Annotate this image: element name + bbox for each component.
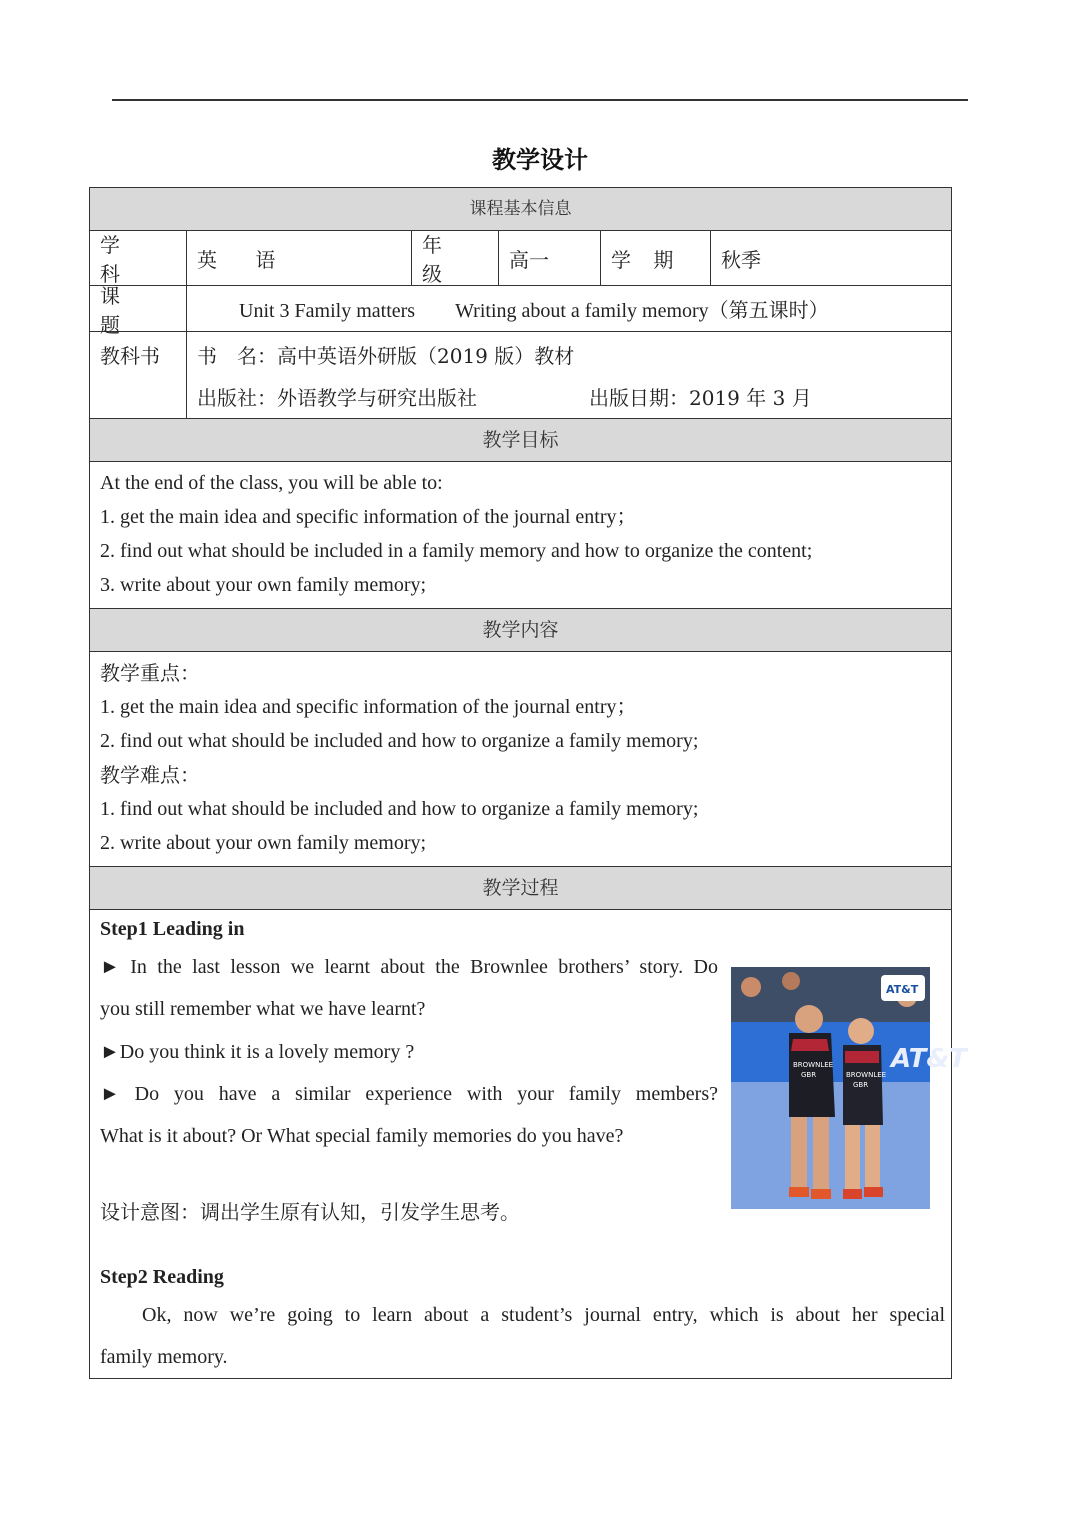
subject-label: 学 科 — [100, 233, 136, 286]
step1-line: ► Do you have a similar experience with your family members? — [100, 1083, 718, 1105]
section-header-process: 教学过程 — [90, 867, 951, 910]
term-value: 秋季 — [710, 231, 951, 285]
textbook-details — [186, 332, 951, 418]
document-title: 教学设计 — [492, 146, 588, 174]
textbook-row — [90, 332, 951, 419]
step1-title: Step1 Leading in — [100, 918, 245, 940]
subject-row — [90, 231, 951, 286]
topic-label: 课 题 — [100, 283, 136, 337]
objective-line: 1. get the main idea and specific information of the journal entry； — [100, 506, 637, 528]
bib-text: GBR — [801, 1071, 817, 1079]
content-line: 1. find out what should be included and how to organize a family memory; — [100, 798, 699, 820]
publisher: 出版社：外语教学与研究出版社 — [197, 386, 477, 410]
brownlee-brothers-photo — [731, 967, 967, 1209]
textbook-label: 教科书 — [100, 344, 160, 368]
subject-value: 英 语 — [186, 231, 411, 285]
objective-line: 3. write about your own family memory; — [100, 574, 427, 596]
key-points-heading: 教学重点： — [100, 661, 200, 685]
section-header-content: 教学内容 — [90, 609, 951, 652]
term-label: 学 期 — [600, 231, 710, 285]
bib-text: GBR — [853, 1081, 869, 1089]
step2-line: Ok, now we’re going to learn about a student’s journal entry, which is about her special — [142, 1304, 945, 1326]
step2-title: Step2 Reading — [100, 1266, 224, 1288]
step1-line: ► In the last lesson we learnt about the Brownlee brothers’ story. Do — [100, 956, 718, 978]
grade-label: 年 级 — [411, 231, 498, 285]
objective-line: 2. find out what should be included in a family memory and how to organize the content; — [100, 540, 813, 562]
step1-design-intent: 设计意图：调出学生原有认知，引发学生思考。 — [100, 1200, 520, 1224]
book-name: 书 名：高中英语外研版（2019 版）教材 — [197, 344, 575, 368]
section-header-basic-info: 课程基本信息 — [90, 188, 951, 231]
sign-text-large: AT&T — [891, 1044, 967, 1074]
content-line: 1. get the main idea and specific information of the journal entry； — [100, 696, 637, 718]
triathlon-image — [731, 967, 967, 1209]
bib-text: BROWNLEE — [846, 1071, 887, 1079]
lesson-plan-table — [89, 187, 967, 1379]
step1-line: you still remember what we have learnt? — [100, 998, 426, 1020]
content-line: 2. write about your own family memory; — [100, 832, 427, 854]
topic-row — [90, 283, 951, 337]
step2-line: family memory. — [100, 1346, 228, 1368]
sign-text: AT&T — [886, 983, 919, 996]
content-block — [90, 652, 951, 867]
publish-date: 出版日期：2019 年 3 月 — [589, 386, 812, 410]
step1-line: ►Do you think it is a lovely memory ? — [100, 1041, 415, 1063]
objective-line: At the end of the class, you will be able to: — [100, 472, 443, 494]
section-header-objectives: 教学目标 — [90, 419, 951, 462]
topic-value: Unit 3 Family matters Writing about a family memory（第五课时） — [186, 286, 951, 331]
objectives-block — [90, 462, 951, 609]
publisher-line — [197, 382, 941, 411]
bib-text: BROWNLEE — [793, 1061, 834, 1069]
difficulties-heading: 教学难点： — [100, 763, 200, 787]
grade-value: 高一 — [498, 231, 600, 285]
process-block — [90, 910, 967, 1378]
content-line: 2. find out what should be included and how to organize a family memory; — [100, 730, 699, 752]
header-rule — [112, 99, 968, 101]
step1-line: What is it about? Or What special family memories do you have? — [100, 1125, 624, 1147]
